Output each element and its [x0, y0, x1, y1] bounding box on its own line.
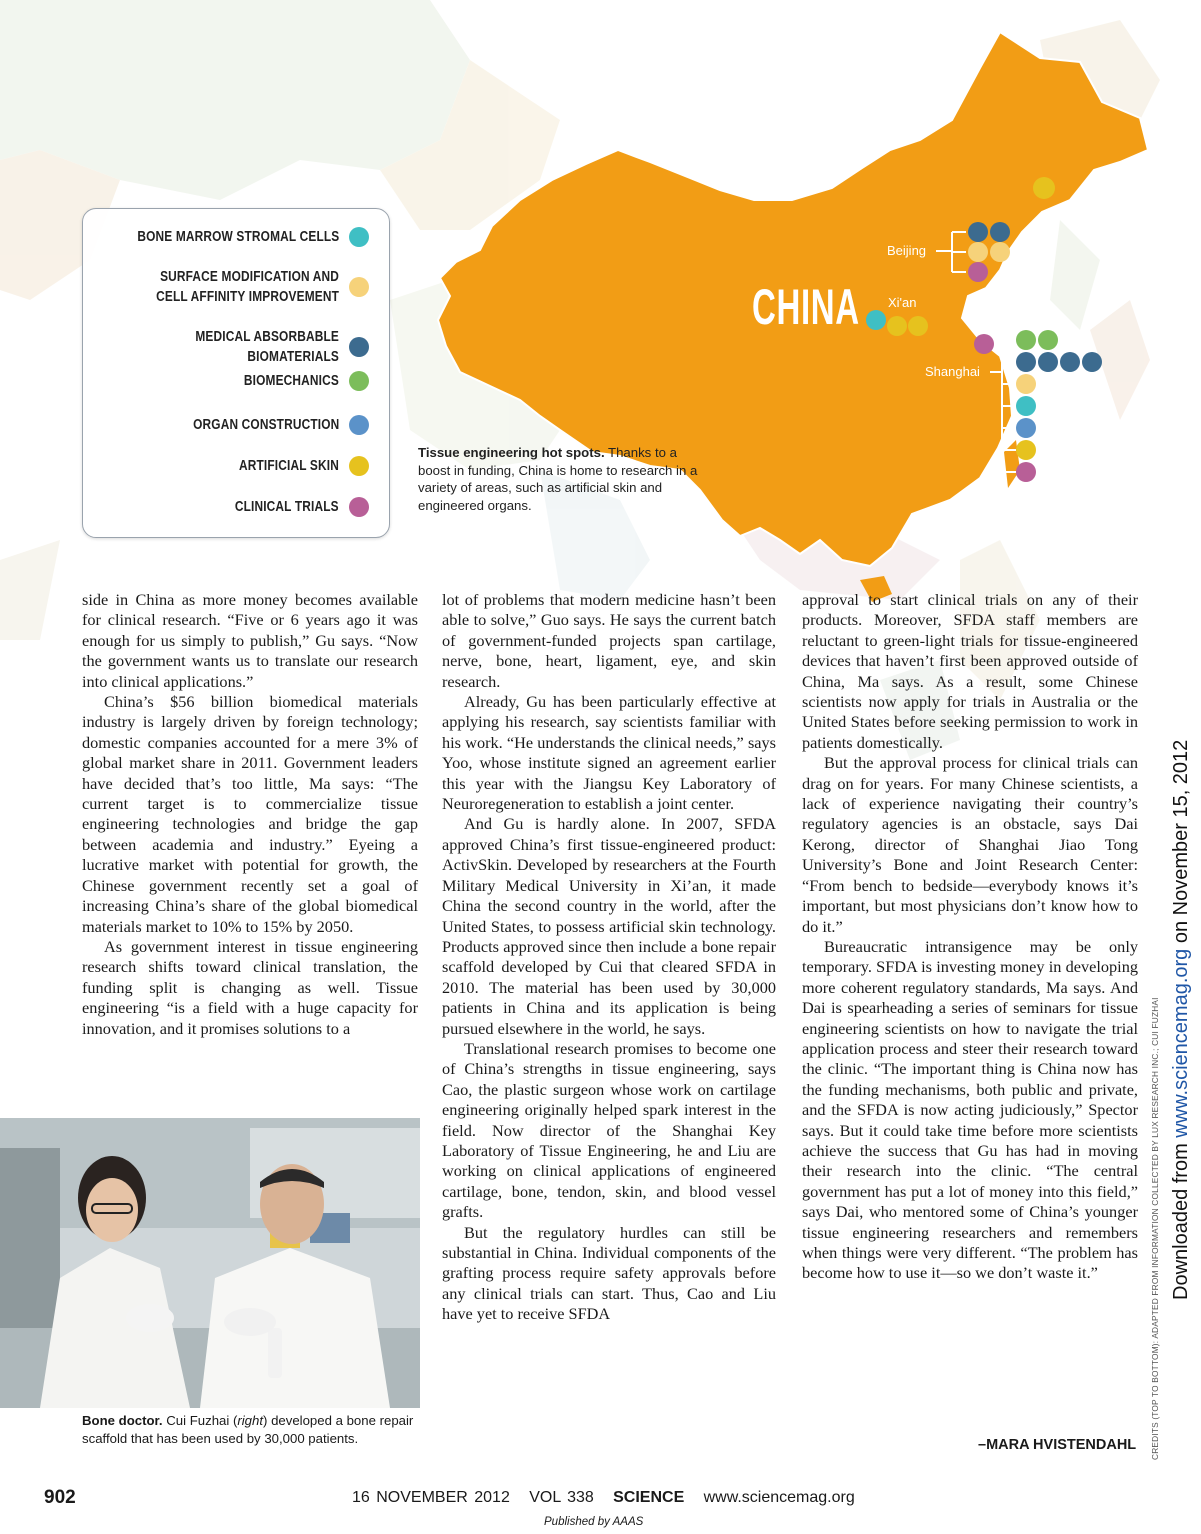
surface-modification-dot: [990, 242, 1010, 262]
legend-label: BIOMECHANICS: [243, 373, 339, 389]
column-right: [802, 590, 1138, 1284]
legend-label: SURFACE MODIFICATION AND CELL AFFINITY IMPROVEMENT: [156, 269, 339, 305]
medical-absorbable-dot: [990, 222, 1010, 242]
paragraph: approval to start clinical trials on any of their products. Moreover, SFDA staff members are reluctant to green-light trials for tissue-engineered devices that haven’t first been approved outside of China, Ma says. As a result, some Chinese scientists now apply for trials in Australia or the United States before seeking permission to work in patients domestically.: [802, 590, 1138, 752]
china-label: CHINA: [752, 279, 860, 335]
artificial-skin-dot: [887, 316, 907, 336]
bone-marrow-dot: [866, 310, 886, 330]
clinical-trials-dot: [1016, 462, 1036, 482]
paragraph: As government interest in tissue engineering research shifts toward clinical translation, the funding split is changing as well. Tissue engineering “is a field with a huge capacity for innovation, and it promises solutions to a: [82, 936, 418, 1038]
legend-dot-icon: [349, 497, 369, 517]
paragraph: China’s $56 billion biomedical materials industry is largely driven by foreign technology; domestic companies accounted for a mere 3% of global market share in 2011. Government leaders have decided that’s too little, Ma says: “The current target is to commercialize tissue engineering technologies and bridge the gap between academia and industry.” Eyeing a lucrative market with potential for growth, the Chinese government recently set a goal of increasing China’s share of the global biomedical materials market to 10% to 15% by 2050.: [82, 692, 418, 936]
legend-dot-icon: [349, 277, 369, 297]
paragraph: side in China as more money becomes available for clinical research. “Five or 6 years ago it was enough for us simply to publish,” Gu says. “Now the government wants us to translate our research into clinical applications.”: [82, 590, 418, 691]
map-caption: [418, 444, 708, 514]
column-left: [82, 590, 418, 1039]
lab-photo: [0, 1118, 420, 1408]
paragraph: But the approval process for clinical trials can drag on for years. For many Chinese scientists, a lack of experience navigating their country’s regulatory agencies is an obstacle, says Dai Kerong, director of Shanghai Jiao Tong University’s Bone and Joint Research Center: “From bench to bedside—everybody knows it’s important, but most physicians don’t know how to do it.”: [802, 753, 1138, 936]
medical-absorbable-dot: [968, 222, 988, 242]
legend-item-bone-marrow: [93, 227, 369, 247]
paragraph: Translational research promises to become one of China’s strengths in tissue engineering, says Cao, the plastic surgeon whose work on cartilage engineering originally helped spark interest in the field. Now director of the Shanghai Key Laboratory of Tissue Engineering, he and Liu are working on clinical applications of engineered cartilage, bone, tendon, skin, and blood vessel grafts.: [442, 1038, 776, 1222]
footer: [352, 1489, 855, 1507]
paragraph: lot of problems that modern medicine hasn’t been able to solve,” Guo says. He says the current batch of government-funded projects span cartilage, nerve, bone, heart, ligament, eye, and skin research.: [442, 590, 776, 691]
paragraph: Bureaucratic intransigence may be only temporary. SFDA is investing money in developing more coherent regulatory standards, Ma says. And Dai is spearheading a series of seminars for tissue engineering scientists on how to navigate the trial application process and steer their research toward the clinic. “The important thing is China now has the funding mechanisms, both public and private, and the SFDA is now acting judiciously,” Spector says. But it could take time before more scientists achieve the success that Gu has had in moving their research into the clinic. “The central government has put a lot of money into this field,” says Dai, who mentored some of China’s younger tissue engineering researchers and remembers when things were very different. “The problem has become how to use it—so we don’t waste it.”: [802, 936, 1138, 1283]
city-label-xian: Xi'an: [888, 295, 917, 310]
issue-date: 16 NOVEMBER 2012: [352, 1489, 510, 1506]
paragraph: Already, Gu has been particularly effective at applying his research, say scientists familiar with his work. “He understands the clinical needs,” says Yoo, whose institute signed an agreement earlier this year with the Jiangsu Key Laboratory of Neuroregeneration to establish a joint center.: [442, 692, 776, 814]
biomechanics-dot: [1016, 330, 1036, 350]
photo-caption: Bone doctor. Cui Fuzhai (right) developed a bone repair scaffold that has been used by 30,000 patients.: [82, 1413, 414, 1446]
volume: VOL 338: [529, 1489, 594, 1506]
artificial-skin-dot: [908, 316, 928, 336]
surface-modification-dot: [968, 242, 988, 262]
legend-label: ARTIFICIAL SKIN: [238, 458, 339, 474]
city-label-shanghai: Shanghai: [925, 364, 980, 379]
city-label-beijing: Beijing: [887, 243, 927, 258]
organ-construction-dot: [1016, 418, 1036, 438]
legend-label: MEDICAL ABSORBABLE BIOMATERIALS: [195, 329, 339, 365]
legend-item-medical-absorbable: [83, 327, 369, 367]
legend-item-artificial-skin: [217, 456, 369, 476]
legend-item-surface-modification: [116, 267, 369, 307]
photo-caption-title: Bone doctor.: [82, 1413, 163, 1428]
map-caption-body: Thanks to a boost in funding, China is home to research in a variety of areas, such as artificial skin and engineered organs.: [418, 445, 698, 513]
byline: –MARA HVISTENDAHL: [978, 1437, 1137, 1453]
legend-dot-icon: [349, 456, 369, 476]
legend: [82, 208, 390, 538]
biomechanics-dot: [1038, 330, 1058, 350]
map-caption-title: Tissue engineering hot spots.: [418, 445, 605, 460]
legend-item-organ-construction: [161, 415, 369, 435]
surface-modification-dot: [1016, 374, 1036, 394]
page-number: 902: [44, 1487, 76, 1508]
medical-absorbable-dot: [1060, 352, 1080, 372]
download-link[interactable]: www.sciencemag.org: [1170, 948, 1192, 1138]
legend-label: ORGAN CONSTRUCTION: [192, 417, 339, 433]
journal-name: SCIENCE: [613, 1489, 685, 1506]
legend-item-clinical-trials: [212, 497, 369, 517]
paragraph: And Gu is hardly alone. In 2007, SFDA approved China’s first tissue-engineered product: ActivSkin. Developed by researchers at the Fourth Military Medical University in Xi’an, it made China the second country in the world, after the United States, to possess artificial skin technology. Products approved since then include a bone repair scaffold developed by Cui that cleared SFDA in 2010. The material has been used by 30,000 patients in China and its application is being pursued elsewhere in the world, he says.: [442, 814, 776, 1038]
legend-dot-icon: [349, 371, 369, 391]
legend-dot-icon: [349, 415, 369, 435]
artificial-skin-dot: [1016, 440, 1036, 460]
medical-absorbable-dot: [1038, 352, 1058, 372]
legend-label: CLINICAL TRIALS: [235, 499, 339, 515]
clinical-trials-dot: [1033, 177, 1055, 199]
legend-item-biomechanics: [223, 371, 369, 391]
journal-website[interactable]: www.sciencemag.org: [703, 1489, 855, 1506]
medical-absorbable-dot: [1016, 352, 1036, 372]
legend-dot-icon: [349, 227, 369, 247]
medical-absorbable-dot: [1082, 352, 1102, 372]
legend-dot-icon: [349, 337, 369, 357]
clinical-trials-dot: [974, 334, 994, 354]
column-middle: [442, 590, 776, 1325]
photo-credits: CREDITS (TOP TO BOTTOM): ADAPTED FROM INFORMATION COLLECTED BY LUX RESEARCH INC.; CUI FUZHAI: [1150, 997, 1160, 1460]
download-notice: Downloaded from www.sciencemag.org on November 15, 2012: [1170, 739, 1192, 1300]
publisher-line: Published by AAAS: [544, 1516, 644, 1528]
bone-marrow-dot: [1016, 396, 1036, 416]
legend-label: BONE MARROW STROMAL CELLS: [136, 229, 339, 245]
paragraph: But the regulatory hurdles can still be substantial in China. Individual components of the grafting process require safety approvals before any clinical trials can start. Thus, Cao and Liu have yet to receive SFDA: [442, 1222, 776, 1324]
clinical-trials-dot: [968, 262, 988, 282]
